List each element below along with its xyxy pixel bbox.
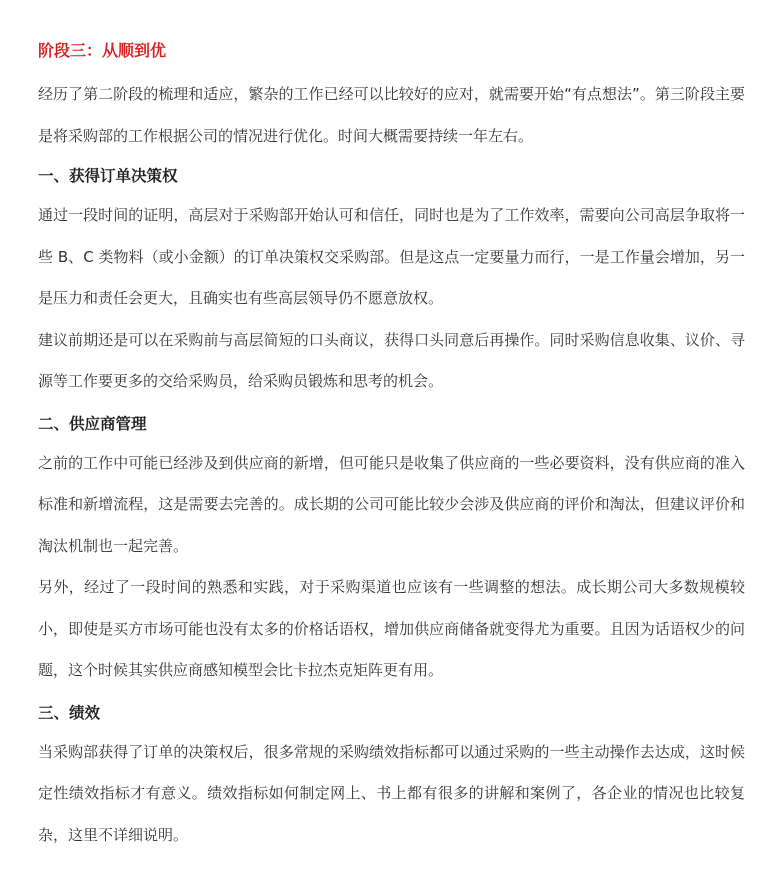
- intro-paragraph: 经历了第二阶段的梳理和适应，繁杂的工作已经可以比较好的应对，就需要开始“有点想法”。第三阶段主要是将采购部的工作根据公司的情况进行优化。时间大概需要持续一年左右。: [38, 85, 745, 145]
- section-supplier-management: [38, 405, 745, 692]
- section-performance: [38, 694, 745, 857]
- section-title: 三、绩效: [38, 703, 101, 722]
- stage-title: 阶段三：从顺到优: [38, 41, 167, 60]
- section-decision-rights: [38, 157, 745, 403]
- section-paragraph: 之前的工作中可能已经涉及到供应商的新增，但可能只是收集了供应商的一些必要资料，没有供应商的准入标准和新增流程，这是需要去完善的。成长期的公司可能比较少会涉及供应商的评价和淘汰，但建议评价和淘汰机制也一起完善。: [38, 453, 745, 555]
- section-paragraph: 另外，经过了一段时间的熟悉和实践，对于采购渠道也应该有一些调整的想法。成长期公司大多数规模较小，即使是买方市场可能也没有太多的价格话语权，增加供应商储备就变得尤为重要。且因为话语权少的问题，这个时候其实供应商感知模型会比卡拉杰克矩阵更有用。: [38, 578, 745, 679]
- section-title: 二、供应商管理: [38, 414, 147, 433]
- section-paragraph: 建议前期还是可以在采购前与高层简短的口头商议，获得口头同意后再操作。同时采购信息收集、议价、寻源等工作要更多的交给采购员，给采购员锻炼和思考的机会。: [38, 330, 745, 390]
- section-paragraph: 通过一段时间的证明，高层对于采购部开始认可和信任，同时也是为了工作效率，需要向公司高层争取将一些 B、C 类物料（或小金额）的订单决策权交采购部。但是这点一定要量力而行，一是工作量会增加，另一是压力和责任会更大，且确实也有些高层领导仍不愿意放权。: [38, 206, 745, 307]
- section-paragraph: 当采购部获得了订单的决策权后，很多常规的采购绩效指标都可以通过采购的一些主动操作去达成，这时候定性绩效指标才有意义。绩效指标如何制定网上、书上都有很多的讲解和案例了，各企业的情况也比较复杂，这里不详细说明。: [38, 742, 745, 844]
- section-title: 一、获得订单决策权: [38, 167, 178, 185]
